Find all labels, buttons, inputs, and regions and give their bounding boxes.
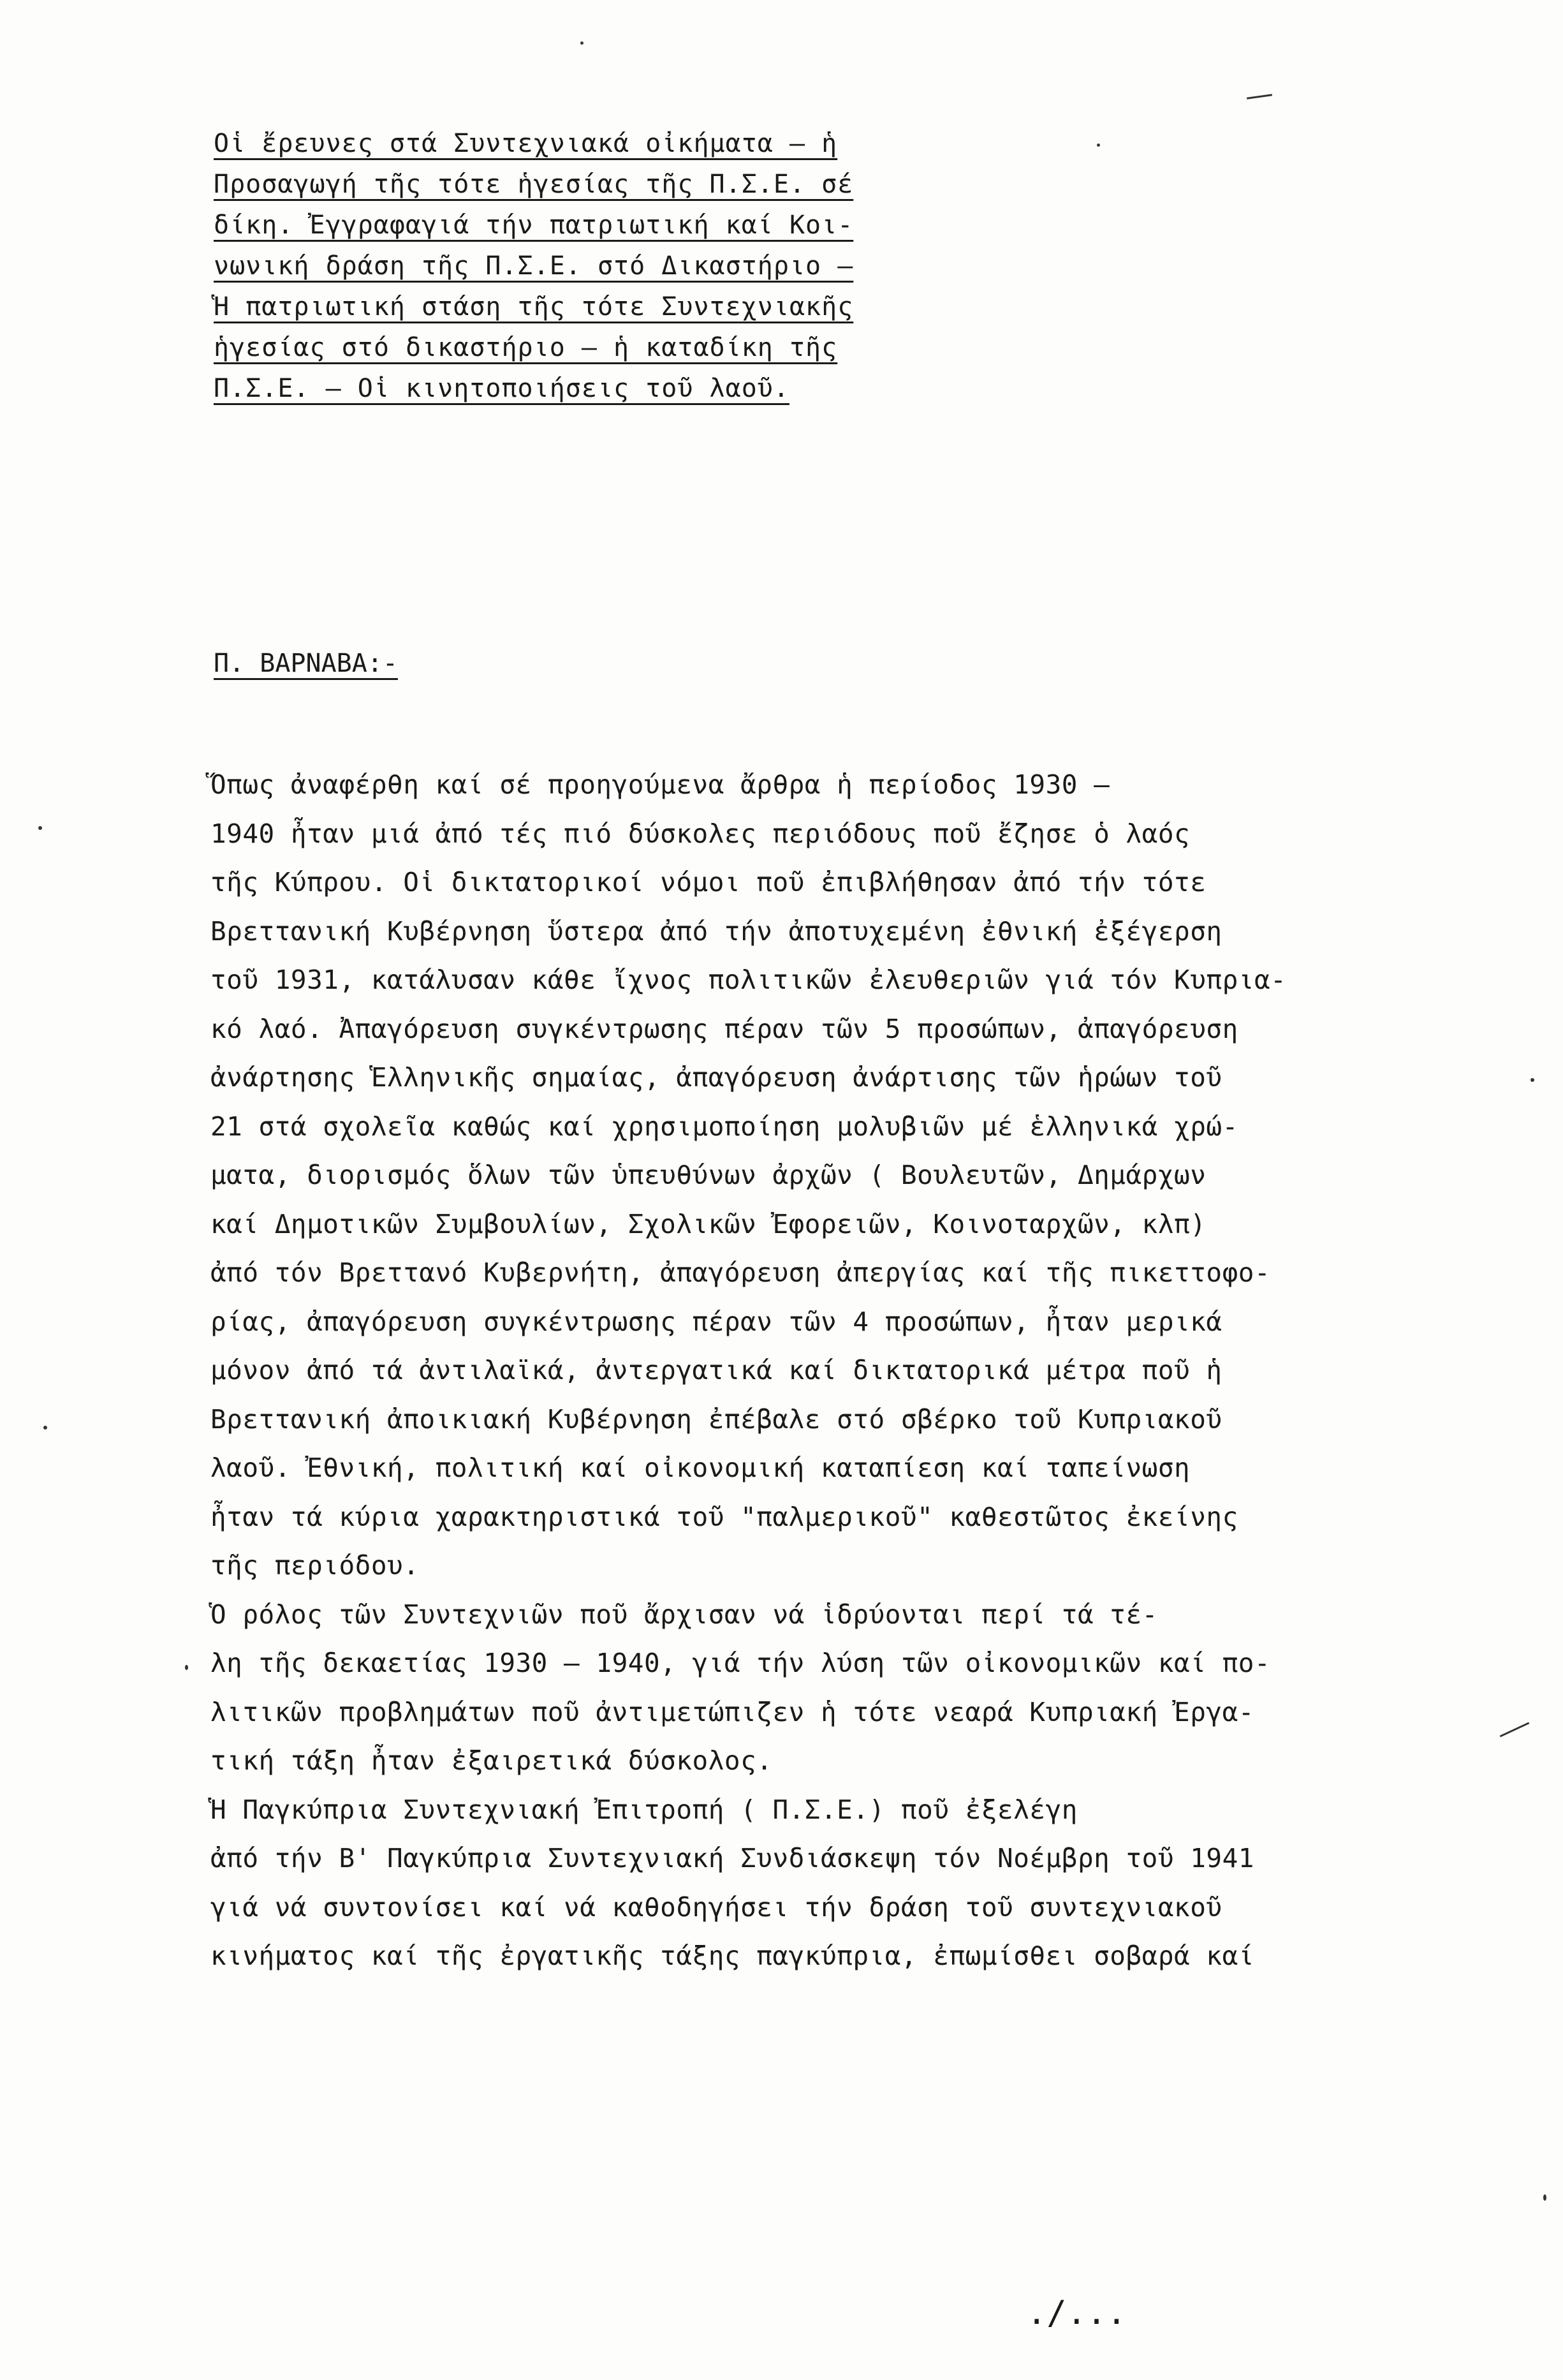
body-line: λιτικῶν προβλημάτων ποῦ ἀντιμετώπιζεν ἡ τότε νεαρά Κυπριακή Ἐργα- xyxy=(210,1696,1254,1727)
body-line: Ἡ Παγκύπρια Συντεχνιακή Ἐπιτροπή ( Π.Σ.Ε.) ποῦ ἐξελέγη xyxy=(210,1794,1078,1825)
body-line: Βρεττανική ἀποικιακή Κυβέρνηση ἐπέβαλε στό σβέρκο τοῦ Κυπριακοῦ xyxy=(210,1403,1222,1435)
body-line: τῆς περιόδου. xyxy=(210,1550,420,1581)
body-line: Ὁ ρόλος τῶν Συντεχνιῶν ποῦ ἄρχισαν νά ἱδρύονται περί τά τέ- xyxy=(210,1599,1158,1630)
body-line: ἀπό τόν Βρεττανό Κυβερνήτη, ἀπαγόρευση ἀπεργίας καί τῆς πικεττοφο- xyxy=(210,1257,1271,1288)
body-line: λαοῦ. Ἐθνική, πολιτική καί οἰκονομική καταπίεση καί ταπείνωση xyxy=(210,1452,1191,1483)
body-line: κινήματος καί τῆς ἐργατικῆς τάξης παγκύπρια, ἐπωμίσθει σοβαρά καί xyxy=(210,1940,1254,1971)
heading-line: δίκη. Ἐγγραφαγιά τήν πατριωτική καί Κοι- xyxy=(214,211,854,240)
body-line: καί Δημοτικῶν Συμβουλίων, Σχολικῶν Ἐφορειῶν, Κοινοταρχῶν, κλπ) xyxy=(210,1208,1207,1239)
body-line: Ὅπως ἀναφέρθη καί σέ προηγούμενα ἄρθρα ἡ περίοδος 1930 – xyxy=(210,769,1110,800)
scan-speck xyxy=(38,826,42,830)
heading-line: ἡγεσίας στό δικαστήριο – ἡ καταδίκη τῆς xyxy=(214,333,838,362)
scan-speck xyxy=(1530,1078,1534,1082)
body-line: μόνον ἀπό τά ἀντιλαϊκά, ἀντεργατικά καί δικτατορικά μέτρα ποῦ ἡ xyxy=(210,1355,1222,1386)
heading-line: Ἡ πατριωτική στάση τῆς τότε Συντεχνιακῆς xyxy=(214,292,854,322)
continuation-mark: ./... xyxy=(1027,2294,1127,2332)
body-line: τοῦ 1931, κατάλυσαν κάθε ἴχνος πολιτικῶν ἐλευθεριῶν γιά τόν Κυπρια- xyxy=(210,965,1287,995)
body-line: λη τῆς δεκαετίας 1930 – 1940, γιά τήν λύση τῶν οἰκονομικῶν καί πο- xyxy=(210,1648,1271,1678)
scan-speck xyxy=(185,1665,188,1670)
heading-line: Προσαγωγή τῆς τότε ἡγεσίας τῆς Π.Σ.Ε. σέ xyxy=(214,170,854,199)
body-line: κό λαό. Ἀπαγόρευση συγκέντρωσης πέραν τῶν 5 προσώπων, ἀπαγόρευση xyxy=(210,1013,1238,1044)
body-line: ἦταν τά κύρια χαρακτηριστικά τοῦ "παλμερικοῦ" καθεστῶτος ἐκείνης xyxy=(210,1501,1238,1532)
body-line: ρίας, ἀπαγόρευση συγκέντρωσης πέραν τῶν 4 προσώπων, ἦταν μερικά xyxy=(210,1306,1222,1337)
article-heading xyxy=(214,131,1062,417)
scan-artifact xyxy=(1247,94,1272,100)
body-line: ἀπό τήν Β' Παγκύπρια Συντεχνιακή Συνδιάσκεψη τόν Νοέμβρη τοῦ 1941 xyxy=(210,1843,1254,1874)
body-line: τῆς Κύπρου. Οἱ δικτατορικοί νόμοι ποῦ ἐπιβλήθησαν ἀπό τήν τότε xyxy=(210,867,1207,898)
scan-speck xyxy=(1097,144,1100,147)
body-line: Βρεττανική Κυβέρνηση ὕστερα ἀπό τήν ἀποτυχεμένη ἐθνική ἐξέγερση xyxy=(210,915,1222,947)
scan-speck xyxy=(1543,2194,1546,2201)
body-line: ματα, διορισμός ὅλων τῶν ὑπευθύνων ἀρχῶν ( Βουλευτῶν, Δημάρχων xyxy=(210,1160,1207,1190)
heading-line: Οἱ ἔρευνες στά Συντεχνιακά οἰκήματα – ἡ xyxy=(214,129,838,158)
scan-speck xyxy=(580,41,583,45)
body-line: 21 στά σχολεῖα καθώς καί χρησιμοποίηση μολυβιῶν μέ ἑλληνικά χρώ- xyxy=(210,1111,1238,1142)
body-line: τική τάξη ἦταν ἐξαιρετικά δύσκολος. xyxy=(210,1745,773,1776)
body-line: ἀνάρτησης Ἑλληνικῆς σημαίας, ἀπαγόρευση ἀνάρτισης τῶν ἡρώων τοῦ xyxy=(210,1062,1222,1093)
body-line: γιά νά συντονίσει καί νά καθοδηγήσει τήν δράση τοῦ συντεχνιακοῦ xyxy=(210,1891,1222,1923)
heading-line: νωνική δράση τῆς Π.Σ.Ε. στό Δικαστήριο – xyxy=(214,251,854,281)
heading-line: Π.Σ.Ε. – Οἱ κινητοποιήσεις τοῦ λαοῦ. xyxy=(214,374,789,403)
author-byline: Π. ΒΑΡΝΑΒΑ:- xyxy=(214,649,398,678)
article-body xyxy=(210,769,1518,1992)
scan-speck xyxy=(43,1426,47,1430)
body-line: 1940 ἦταν μιά ἀπό τές πιό δύσκολες περιόδους ποῦ ἔζησε ὁ λαός xyxy=(210,818,1191,849)
